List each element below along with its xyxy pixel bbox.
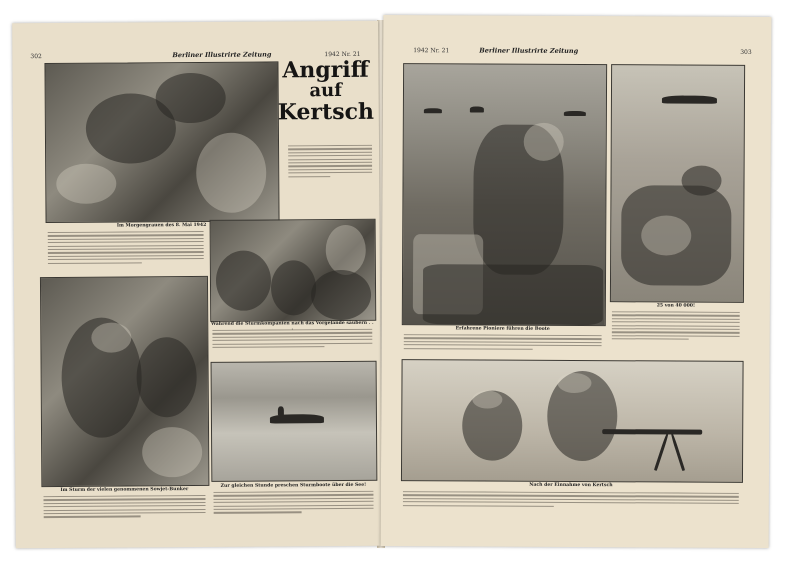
masthead-left: Berliner Illustrirte Zeitung (172, 50, 272, 60)
masthead-right: Berliner Illustrirte Zeitung (479, 46, 579, 56)
photo-assault-boat-sea (211, 361, 378, 482)
intro-text (288, 145, 372, 190)
issue-right: 1942 Nr. 21 (413, 47, 450, 55)
photo-soviet-bunker (40, 276, 209, 487)
text-photo-prisoners (612, 311, 740, 356)
page-number-left: 302 (30, 53, 42, 61)
photo-machine-gun (401, 359, 744, 483)
title-word-2: auf (309, 80, 342, 102)
caption-photo2: Während die Sturmkompanien nach das Vorgelände säubern . . (210, 320, 374, 327)
photo-storm-companies (210, 219, 377, 322)
left-page (12, 21, 382, 549)
page-number-right: 303 (740, 48, 752, 56)
right-page (381, 15, 772, 548)
title-word-3: Kertsch (277, 98, 375, 126)
photo-soldiers-trench (44, 61, 279, 223)
caption-photo4: Zur gleichen Stunde preschen Sturmboote über die See! (220, 482, 367, 489)
caption-photo3: Im Sturm der vielen genommenen Sowjet-Bunker (60, 487, 189, 493)
text-photo-boat (404, 334, 602, 357)
caption-photo-prisoners: 25 von 40 000! (656, 303, 696, 309)
text-photo2 (212, 329, 372, 356)
text-photo4 (213, 491, 373, 532)
article-title (277, 56, 375, 126)
caption-photo-mg: Nach der Einnahme von Kertsch (529, 482, 613, 489)
title-word-1: Angriff (282, 56, 369, 84)
text-photo-mg (403, 491, 739, 517)
caption-photo-boat: Erfahrene Pioniere führen die Boote (455, 326, 550, 332)
photo-pioneers-boat (402, 63, 607, 326)
text-photo3 (43, 495, 205, 532)
text-photo1 (48, 231, 204, 276)
caption-photo1: Im Morgengrauen des 8. Mai 1942 (116, 222, 207, 229)
issue-left: 1942 Nr. 21 (324, 50, 361, 59)
photo-prisoners (610, 64, 745, 303)
